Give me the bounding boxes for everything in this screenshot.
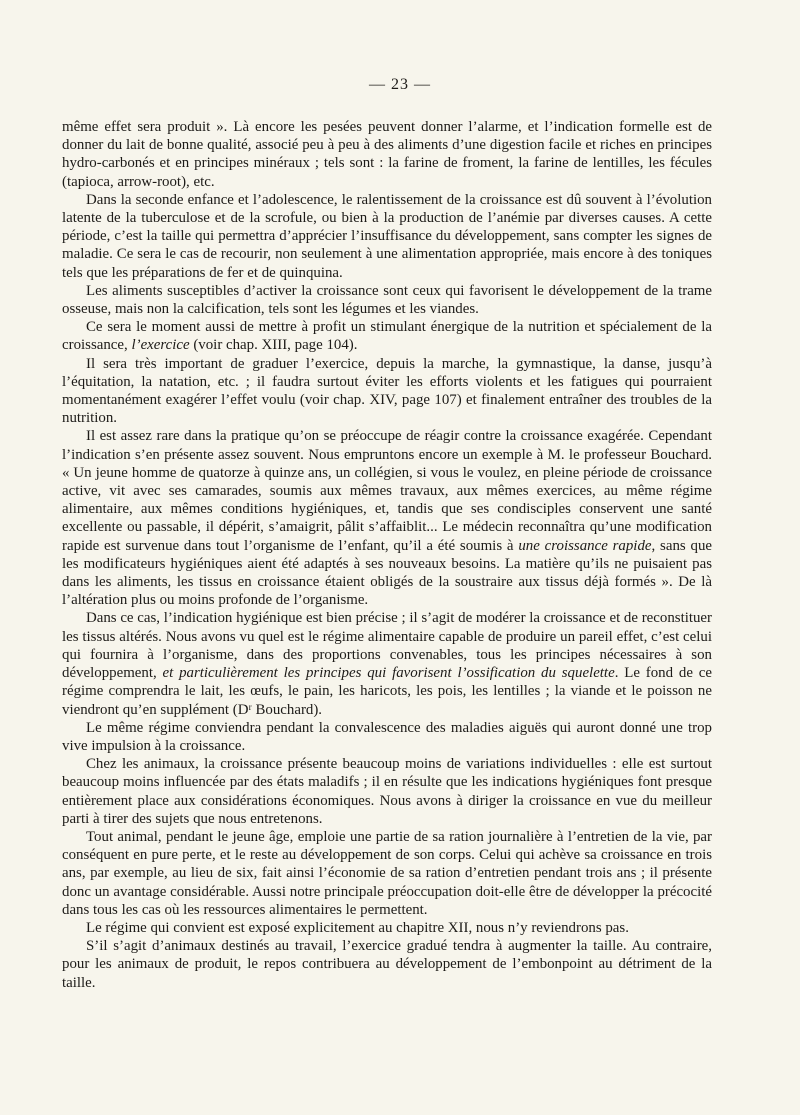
text-segment: même effet sera produit ». Là encore les pesées peuvent donner l’alarme, et l’indication formelle est de donner du lait de bonne qualité, associé peu à peu à des aliments d’une digestion facile et riches en principes hydro-carbonés et en principes minéraux ; tels sont : la farine de froment, la farine de lentilles, les fécules (tapioca, arrow-root), etc.	[62, 119, 712, 190]
paragraph	[62, 937, 712, 992]
text-segment: Le même régime conviendra pendant la convalescence des maladies aiguës qui auront donné une trop vive impulsion à la croissance.	[62, 719, 712, 754]
paragraph	[62, 427, 712, 609]
paragraph	[62, 919, 712, 937]
paragraph	[62, 282, 712, 318]
text-segment: Les aliments susceptibles d’activer la croissance sont ceux qui favorisent le développement de la trame osseuse, mais non la calcification, tels sont les légumes et les viandes.	[62, 282, 712, 318]
text-segment: S’il s’agit d’animaux destinés au travail, l’exercice gradué tendra à augmenter la taille. Au contraire, pour les animaux de produit, le repos contribuera au développement de l’embonpoint au détriment de la taille.	[62, 938, 712, 991]
page-number: — 23 —	[369, 76, 431, 93]
text-segment: Il est assez rare dans la pratique qu’on se préoccupe de réagir contre la croissance exagérée. Cependant l’indication s’en présente assez souvent. Nous empruntons encore un exemple à M. le professeur Bouchard. « Un jeune homme de quatorze à quinze ans, un collégien, si vous le voulez, en pleine période de croissance active, vit avec ses camarades, soumis aux mêmes travaux, aux mêmes exercices, au même régime alimentaire, aux mêmes conditions hygiéniques, et, tandis que ses condisciples conservent une santé excellente ou passable, il dépérit, s’amaigrit, pâlit s’affaiblit... Le médecin reconnaîtra qu’une modification rapide est survenue dans tout l’organisme de l’enfant, qu’il a été soumis à	[62, 428, 712, 554]
paragraph	[62, 755, 712, 828]
paragraph	[62, 191, 712, 282]
body-text	[62, 118, 712, 992]
text-segment: Ce sera le moment aussi de mettre à profit un stimulant énergique de la nutrition et spécialement de la croissance,	[62, 319, 712, 354]
italic-text: l’exercice	[131, 337, 190, 354]
text-segment: , sans que les modificateurs hygiéniques aient été adaptés à ses nouveaux besoins. La matière qu’ils ne puisaient pas dans les aliments, les tissus en croissance étaient obligés de la soustraire aux tissus déjà formés ». De là l’altération plus ou moins profonde de l’organisme.	[62, 537, 712, 609]
text-segment: Dans la seconde enfance et l’adolescence, le ralentissement de la croissance est dû souvent à l’évolution latente de la tuberculose et de la scrofule, ou bien à la production de l’anémie par diverses causes. A cette période, c’est la taille qui permettra d’apprécier l’insuffisance du développement, sans compter les signes de maladie. Ce sera le cas de recourir, non seulement à une alimentation appropriée, mais encore à des toniques tels que les préparations de fer et de quinquina.	[62, 191, 712, 281]
paragraph	[62, 318, 712, 354]
text-segment: Le régime qui convient est exposé explicitement au chapitre XII, nous n’y reviendrons pas.	[86, 919, 629, 936]
text-segment: Dans ce cas, l’indication hygiénique est bien précise ; il s’agit de modérer la croissance et de reconstituer les tissus altérés. Nous avons vu quel est le régime alimentaire capable de produire un pareil effet, c’est celui qui fournira à l’organisme, dans des proportions convenables, tous les principes nécessaires à son développement,	[62, 610, 712, 682]
paragraph	[62, 118, 712, 191]
text-segment: (voir chap. XIII, page 104).	[189, 337, 358, 354]
italic-text: et particulièrement les principes qui favorisent l’ossification du squelette	[162, 665, 615, 682]
text-segment: . Le fond de ce régime comprendra le lait, les œufs, le pain, les haricots, les pois, les lentilles ; la viande et le poisson ne viendront qu’en supplément (Dʳ Bouchard).	[62, 665, 712, 718]
text-segment: Il sera très important de graduer l’exercice, depuis la marche, la gymnastique, la danse, jusqu’à l’équitation, la natation, etc. ; il faudra surtout éviter les efforts violents et les fatigues qui pourraient momentanément exagérer l’effet voulu (voir chap. XIV, page 107) et finalement entraîner des troubles de la nutrition.	[62, 355, 712, 427]
italic-text: une croissance rapide	[518, 537, 652, 554]
paragraph	[62, 609, 712, 718]
paragraph	[62, 355, 712, 428]
paragraph	[62, 719, 712, 755]
paragraph	[62, 828, 712, 919]
text-segment: Chez les animaux, la croissance présente beaucoup moins de variations individuelles : elle est surtout beaucoup moins influencée par des états maladifs ; il en résulte que les indications hygiéniques font presque entièrement place aux considérations économiques. Nous avons à diriger la croissance en vue du meilleur parti à tirer des sujets que nous entretenons.	[62, 756, 712, 827]
text-segment: Tout animal, pendant le jeune âge, emploie une partie de sa ration journalière à l’entretien de la vie, par conséquent en pure perte, et le reste au développement de son corps. Celui qui achève sa croissance en trois ans, par exemple, au lieu de six, fait ainsi l’économie de sa ration d’entretien pendant trois ans ; il présente donc un avantage considérable. Aussi notre principale préoccupation doit-elle être de développer la précocité dans tous les cas où les ressources alimentaires le permettent.	[62, 828, 712, 918]
